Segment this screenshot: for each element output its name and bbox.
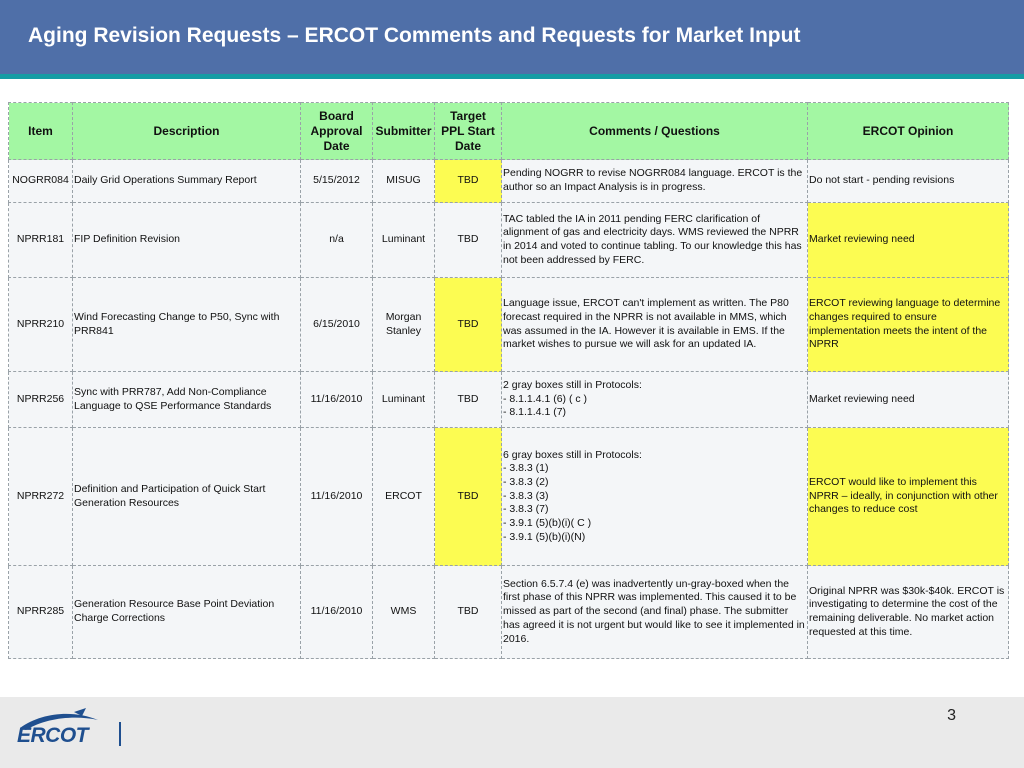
cell-submitter: ERCOT (373, 428, 435, 566)
header-item: Item (9, 103, 73, 160)
cell-submitter: WMS (373, 566, 435, 659)
cell-description: FIP Definition Revision (73, 203, 301, 278)
cell-description: Definition and Participation of Quick Start Generation Resources (73, 428, 301, 566)
cell-target: TBD (435, 372, 502, 428)
cell-item: NOGRR084 (9, 160, 73, 203)
header-target-ppl-start-date: Target PPL Start Date (435, 103, 502, 160)
table-row (9, 160, 1009, 203)
cell-target: TBD (435, 160, 502, 203)
cell-item: NPRR256 (9, 372, 73, 428)
cell-description: Generation Resource Base Point Deviation Charge Corrections (73, 566, 301, 659)
header-submitter: Submitter (373, 103, 435, 160)
table-row (9, 372, 1009, 428)
cell-target: TBD (435, 278, 502, 372)
cell-board-date: 11/16/2010 (301, 428, 373, 566)
header-description: Description (73, 103, 301, 160)
cell-item: NPRR272 (9, 428, 73, 566)
revision-table-container (8, 102, 1008, 659)
cell-item: NPRR285 (9, 566, 73, 659)
page-number: 3 (947, 707, 956, 724)
cell-board-date: 5/15/2012 (301, 160, 373, 203)
table-row (9, 566, 1009, 659)
header-comments: Comments / Questions (502, 103, 808, 160)
cell-item: NPRR210 (9, 278, 73, 372)
cell-submitter: Luminant (373, 203, 435, 278)
cell-description: Daily Grid Operations Summary Report (73, 160, 301, 203)
cell-target: TBD (435, 428, 502, 566)
table-row (9, 203, 1009, 278)
cell-comments: Language issue, ERCOT can't implement as written. The P80 forecast required in the NPRR is not available in MMS, which was assumed in the IA. However it is available in EMS. If the market wishes to pursue we will ask for an updated IA. (502, 278, 808, 372)
cell-comments: 2 gray boxes still in Protocols: - 8.1.1.4.1 (6) ( c ) - 8.1.1.4.1 (7) (502, 372, 808, 428)
table-row (9, 428, 1009, 566)
cell-opinion: Market reviewing need (808, 372, 1009, 428)
cell-comments: Pending NOGRR to revise NOGRR084 language. ERCOT is the author so an Impact Analysis is in progress. (502, 160, 808, 203)
footer-bar (0, 697, 1024, 768)
cell-opinion: ERCOT would like to implement this NPRR – ideally, in conjunction with other changes to reduce cost (808, 428, 1009, 566)
cell-submitter: Morgan Stanley (373, 278, 435, 372)
cell-description: Sync with PRR787, Add Non-Compliance Language to QSE Performance Standards (73, 372, 301, 428)
cell-opinion: Do not start - pending revisions (808, 160, 1009, 203)
title-accent-line (0, 74, 1024, 79)
cell-comments: TAC tabled the IA in 2011 pending FERC clarification of alignment of gas and electricity days. WMS reviewed the NPRR in 2014 and voted to continue tabling. To our knowledge this has not been addressed by FERC. (502, 203, 808, 278)
cell-comments: 6 gray boxes still in Protocols: - 3.8.3 (1) - 3.8.3 (2) - 3.8.3 (3) - 3.8.3 (7) - 3.9.1 (5)(b)(i)( C ) - 3.9.1 (5)(b)(i)(N) (502, 428, 808, 566)
revision-requests-table (8, 102, 1009, 659)
footer-divider (119, 722, 121, 746)
cell-description: Wind Forecasting Change to P50, Sync with PRR841 (73, 278, 301, 372)
cell-submitter: Luminant (373, 372, 435, 428)
cell-comments: Section 6.5.7.4 (e) was inadvertently un-gray-boxed when the first phase of this NPRR was implemented. This caused it to be missed as part of the second (and final) phase. The submitter has agreed it is not urgent but would like to see it implemented in 2016. (502, 566, 808, 659)
header-board-approval-date: Board Approval Date (301, 103, 373, 160)
ercot-logo-text: ERCOT (17, 724, 88, 747)
table-row (9, 278, 1009, 372)
cell-target: TBD (435, 203, 502, 278)
cell-board-date: n/a (301, 203, 373, 278)
header-ercot-opinion: ERCOT Opinion (808, 103, 1009, 160)
cell-opinion: Market reviewing need (808, 203, 1009, 278)
cell-board-date: 11/16/2010 (301, 566, 373, 659)
cell-board-date: 11/16/2010 (301, 372, 373, 428)
cell-item: NPRR181 (9, 203, 73, 278)
cell-opinion: Original NPRR was $30k-$40k. ERCOT is investigating to determine the cost of the remaining deliverable. No market action requested at this time. (808, 566, 1009, 659)
cell-target: TBD (435, 566, 502, 659)
cell-submitter: MISUG (373, 160, 435, 203)
slide-title: Aging Revision Requests – ERCOT Comments and Requests for Market Input (28, 24, 801, 47)
cell-opinion: ERCOT reviewing language to determine changes required to ensure implementation meets the intent of the NPRR (808, 278, 1009, 372)
table-header-row (9, 103, 1009, 160)
cell-board-date: 6/15/2010 (301, 278, 373, 372)
